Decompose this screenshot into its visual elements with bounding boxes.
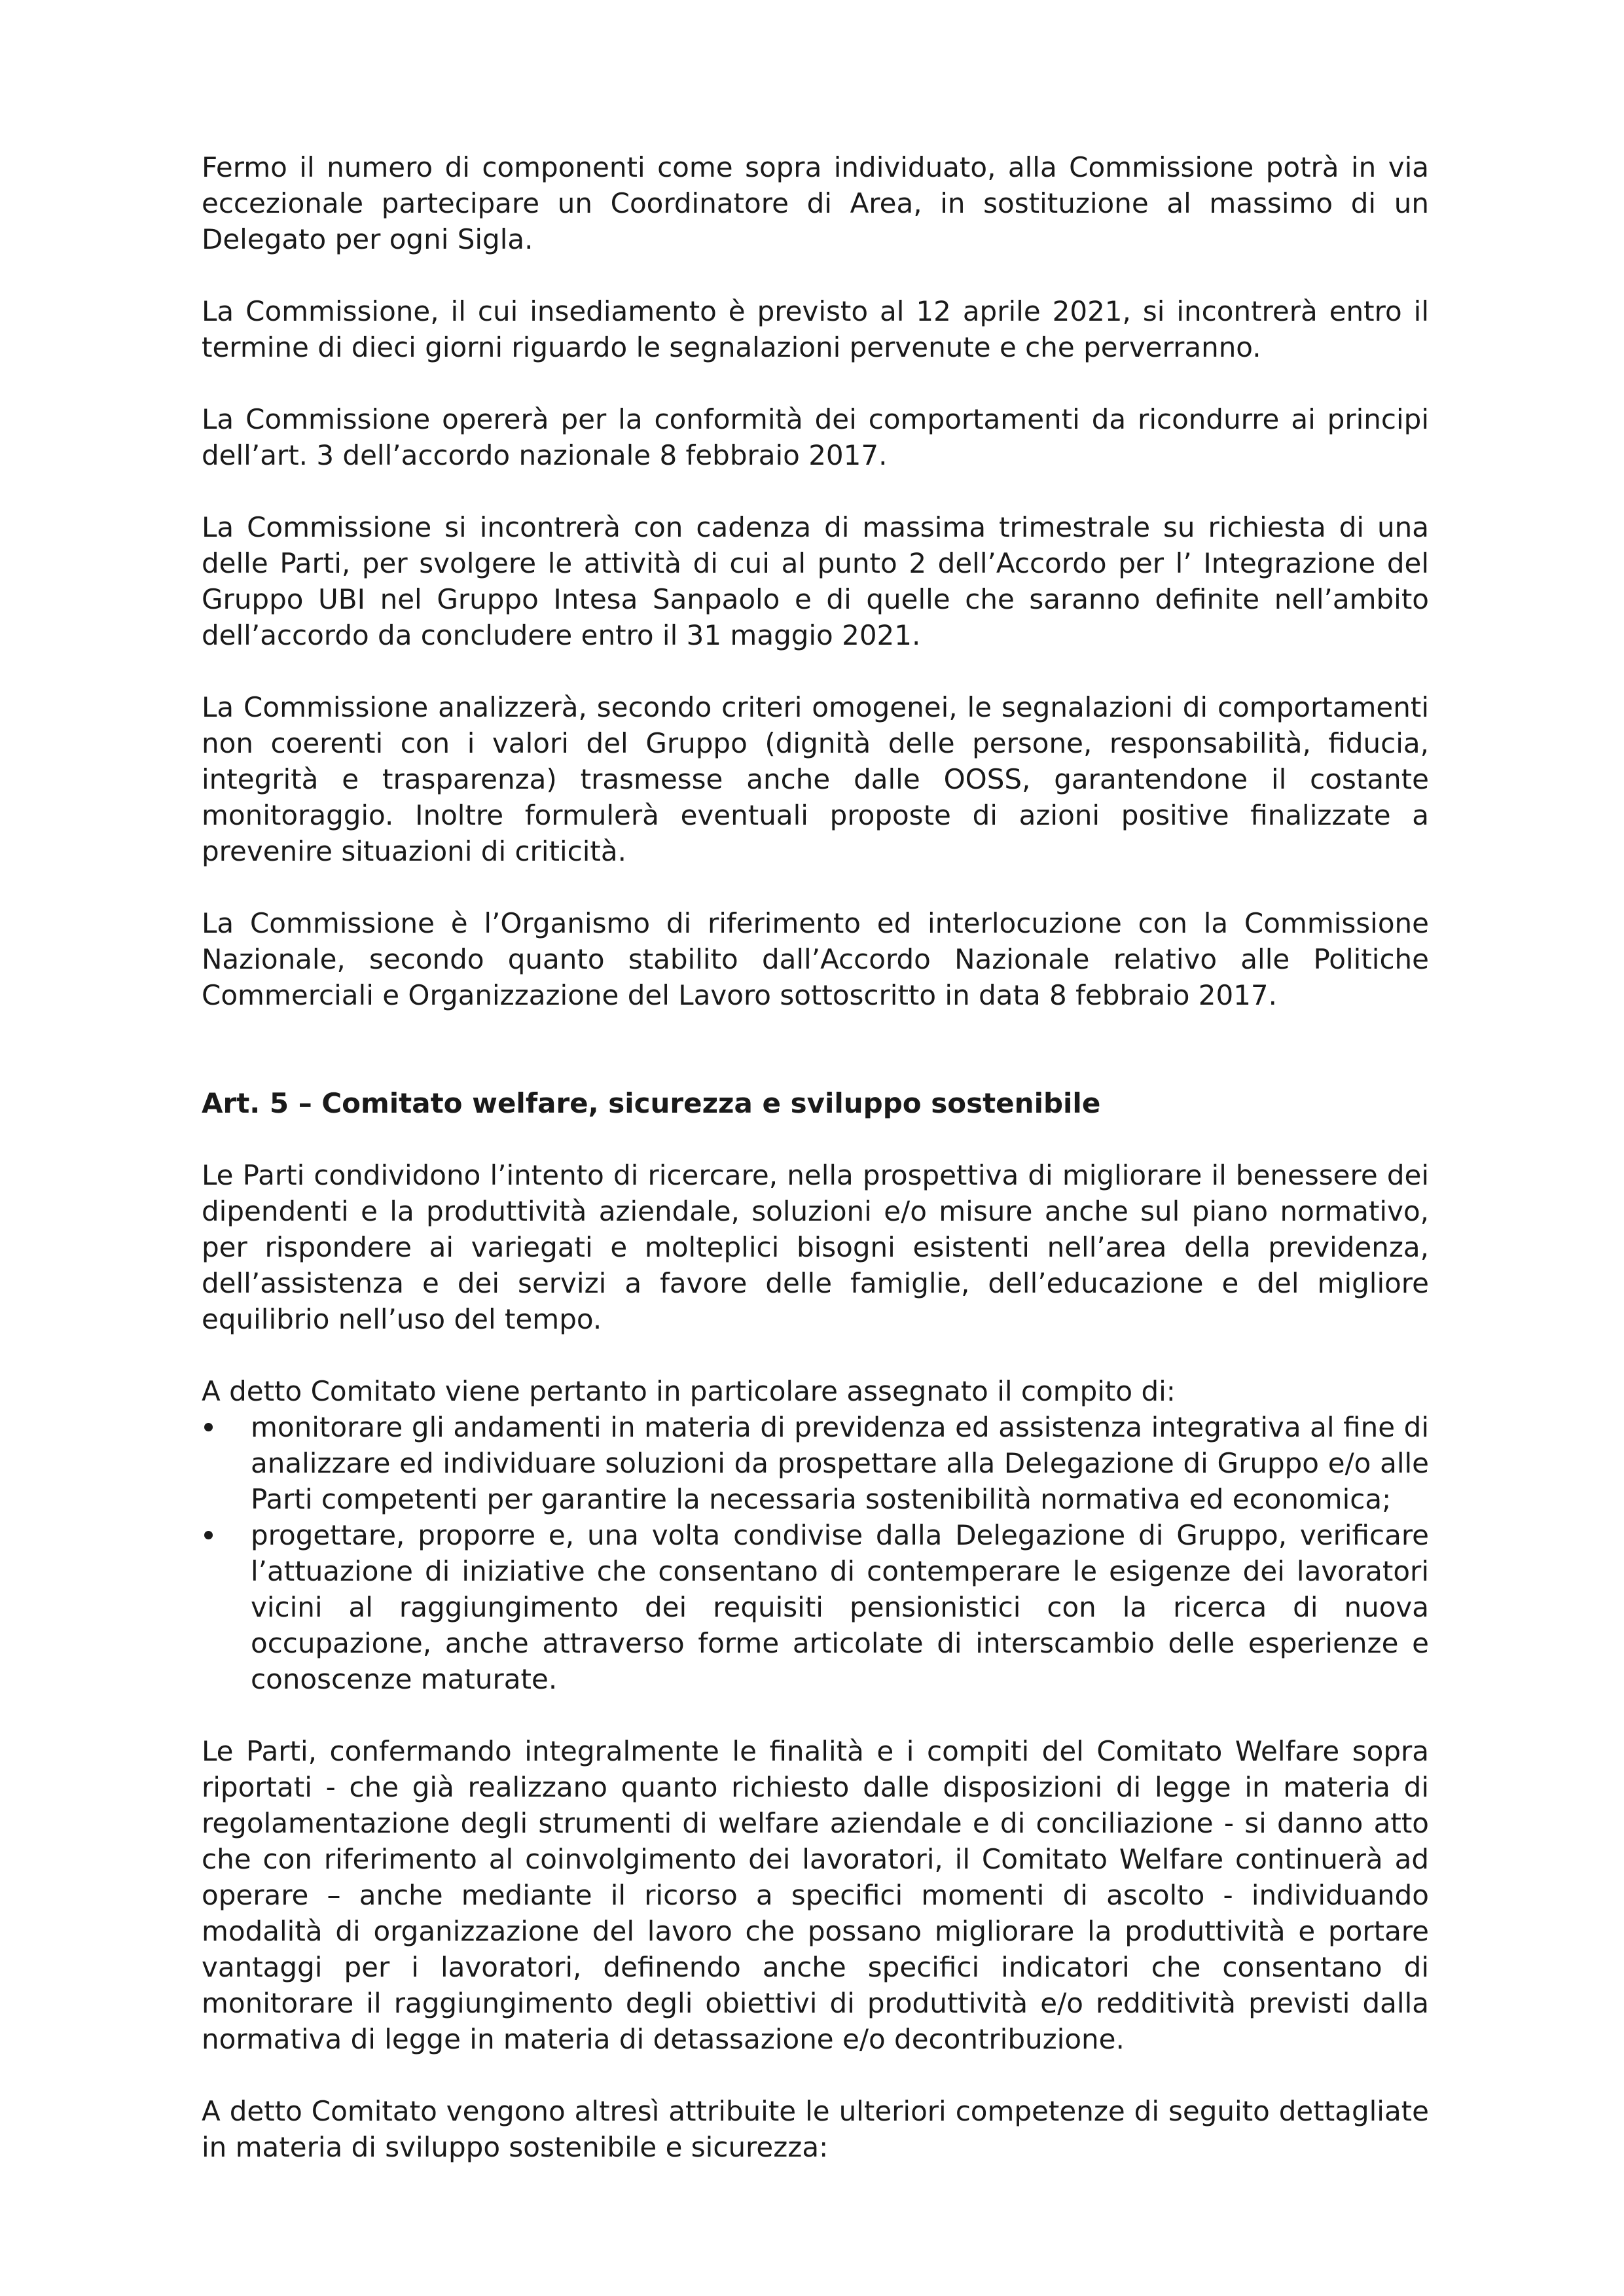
list-intro: A detto Comitato viene pertanto in particolare assegnato il compito di: [202, 1375, 1176, 1407]
list-item-text: monitorare gli andamenti in materia di previdenza ed assistenza integrativa al fine di analizzare ed individuare soluzioni da prospettare alla Delegazione di Gruppo e/o alle Parti competenti per garantire la necessaria sostenibilità normativa ed economica; [251, 1411, 1429, 1515]
paragraph-commission-members: Fermo il numero di componenti come sopra individuato, alla Commissione potrà in via eccezionale partecipare un Coordinatore di Area, in sostituzione al massimo di un Delegato per ogni Sigla. [202, 151, 1429, 255]
paragraph-additional-competences: A detto Comitato vengono altresì attribuite le ulteriori competenze di seguito dettagliate in materia di sviluppo sostenibile e sicurezza: [202, 2095, 1429, 2163]
article-heading: Art. 5 – Comitato welfare, sicurezza e sviluppo sostenibile [202, 1087, 1101, 1119]
paragraph-commission-reference: La Commissione è l’Organismo di riferimento ed interlocuzione con la Commissione Nazionale, secondo quanto stabilito dall’Accordo Nazionale relativo alle Politiche Commerciali e Organizzazione del Lavoro sottoscritto in data 8 febbraio 2017. [202, 907, 1429, 1011]
paragraph-welfare-confirmation: Le Parti, confermando integralmente le finalità e i compiti del Comitato Welfare sopra riportati - che già realizzano quanto richiesto dalle disposizioni di legge in materia di regolamentazione degli strumenti di welfare aziendale e di conciliazione - si danno atto che con riferimento al coinvolgimento dei lavoratori, il Comitato Welfare continuerà ad operare – anche mediante il ricorso a specifici momenti di ascolto - individuando modalità di organizzazione del lavoro che possano migliorare la produttività e portare vantaggi per i lavoratori, definendo anche specifici indicatori che consentano di monitorare il raggiungimento degli obiettivi di produttività e/o redditività previsti dalla normativa di legge in materia di detassazione e/o decontribuzione. [202, 1735, 1429, 2055]
list-item [202, 1409, 1429, 1517]
list-item-text: progettare, proporre e, una volta condivise dalla Delegazione di Gruppo, verificare l’attuazione di iniziative che consentano di contemperare le esigenze dei lavoratori vicini al raggiungimento dei requisiti pensionistici con la ricerca di nuova occupazione, anche attraverso forme articolate di interscambio delle esperienze e conoscenze maturate. [251, 1519, 1429, 1695]
paragraph-commission-start: La Commissione, il cui insediamento è previsto al 12 aprile 2021, si incontrerà entro il termine di dieci giorni riguardo le segnalazioni pervenute e che perverranno. [202, 295, 1429, 363]
paragraph-commission-conformity: La Commissione opererà per la conformità dei comportamenti da ricondurre ai principi dell’art. 3 dell’accordo nazionale 8 febbraio 2017. [202, 403, 1429, 471]
document-page [202, 149, 1429, 2201]
paragraph-welfare-intent: Le Parti condividono l’intento di ricercare, nella prospettiva di migliorare il benessere dei dipendenti e la produttività aziendale, soluzioni e/o misure anche sul piano normativo, per rispondere ai variegati e molteplici bisogni esistenti nell’area della previdenza, dell’assistenza e dei servizi a favore delle famiglie, dell’educazione e del migliore equilibrio nell’uso del tempo. [202, 1159, 1429, 1335]
paragraph-commission-analysis: La Commissione analizzerà, secondo criteri omogenei, le segnalazioni di comportamenti non coerenti con i valori del Gruppo (dignità delle persone, responsabilità, fiducia, integrità e trasparenza) trasmesse anche dalle OOSS, garantendone il costante monitoraggio. Inoltre formulerà eventuali proposte di azioni positive finalizzate a prevenire situazioni di criticità. [202, 691, 1429, 867]
paragraph-commission-meetings: La Commissione si incontrerà con cadenza di massima trimestrale su richiesta di una delle Parti, per svolgere le attività di cui al punto 2 dell’Accordo per l’ Integrazione del Gruppo UBI nel Gruppo Intesa Sanpaolo e di quelle che saranno definite nell’ambito dell’accordo da concludere entro il 31 maggio 2021. [202, 511, 1429, 651]
task-list [202, 1409, 1429, 1697]
list-item [202, 1517, 1429, 1697]
